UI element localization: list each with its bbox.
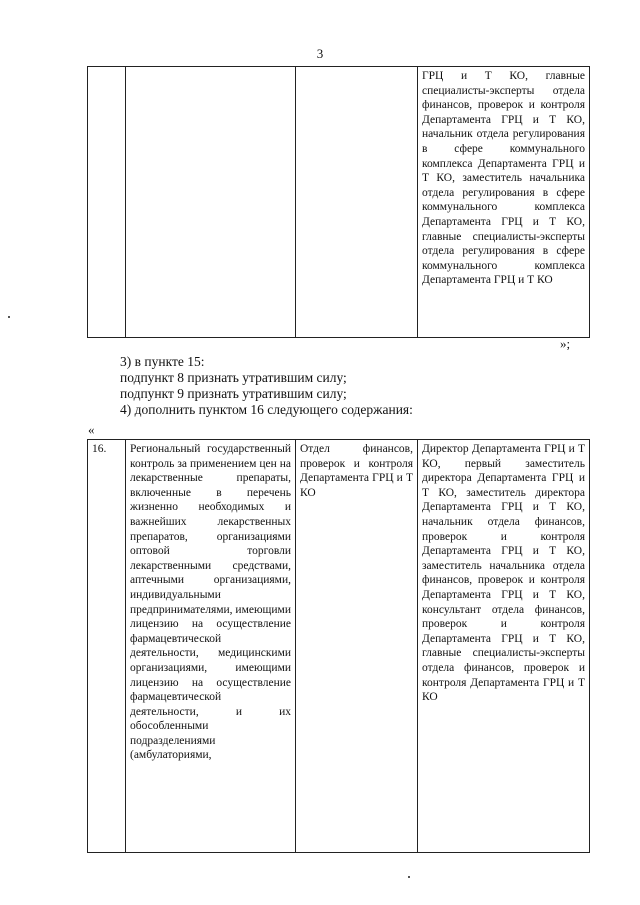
cell-number — [88, 67, 126, 338]
amendment-line: подпункт 9 признать утратившим силу; — [120, 386, 347, 401]
cell-department — [296, 67, 418, 338]
cell-officials: Директор Департамента ГРЦ и Т КО, первый заместитель директора Департамента ГРЦ и Т КО, заместитель директора Департамента ГРЦ и Т КО, начальник отдела финансов, проверок и контроля Департамента ГРЦ и Т КО, заместитель начальника отдела финансов, проверок и контроля Департамента ГРЦ и Т КО, консультант отдела финансов, проверок и контроля Департамента ГРЦ и Т КО, главные специалисты-эксперты отдела финансов, проверок и контроля Департамента ГРЦ и Т КО — [418, 440, 590, 853]
cell-officials: ГРЦ и Т КО, главные специалисты-эксперты отдела финансов, проверок и контроля Департамента ГРЦ и Т КО, начальник отдела регулирования в сфере коммунального комплекса Департамента ГРЦ и Т КО, заместитель начальника отдела регулирования в сфере коммунального комплекса Департамента ГРЦ и Т КО, главные специалисты-эксперты отдела регулирования в сфере коммунального комплекса Департамента ГРЦ и Т КО — [418, 67, 590, 338]
table-item-16 — [87, 439, 590, 853]
cell-control-type: Региональный государственный контроль за применением цен на лекарственные препараты, включенные в перечень жизненно необходимых и важнейших лекарственных препаратов, организациями оптовой торговли лекарственными средствами, аптечными организациями, индивидуальными предпринимателями, имеющими лицензию на осуществление фармацевтической деятельности, медицинскими организациями, имеющими лицензию на осуществление фармацевтической деятельности, и их обособленными подразделениями (амбулаториями, — [126, 440, 296, 853]
scan-speck — [408, 876, 410, 878]
cell-department: Отдел финансов, проверок и контроля Департамента ГРЦ и Т КО — [296, 440, 418, 853]
table-row — [88, 67, 590, 338]
amendment-line: подпункт 8 признать утратившим силу; — [120, 370, 347, 385]
closing-quote: »; — [560, 336, 571, 351]
page-number: 3 — [316, 46, 324, 61]
amendment-line: 4) дополнить пунктом 16 следующего содержания: — [120, 402, 413, 417]
table-continuation — [87, 66, 590, 338]
table-row — [88, 440, 590, 853]
amendment-line: 3) в пункте 15: — [120, 354, 205, 369]
scan-speck — [8, 316, 10, 318]
cell-number: 16. — [88, 440, 126, 853]
amendments-text — [120, 354, 413, 418]
opening-quote: « — [88, 422, 95, 437]
cell-control-type — [126, 67, 296, 338]
